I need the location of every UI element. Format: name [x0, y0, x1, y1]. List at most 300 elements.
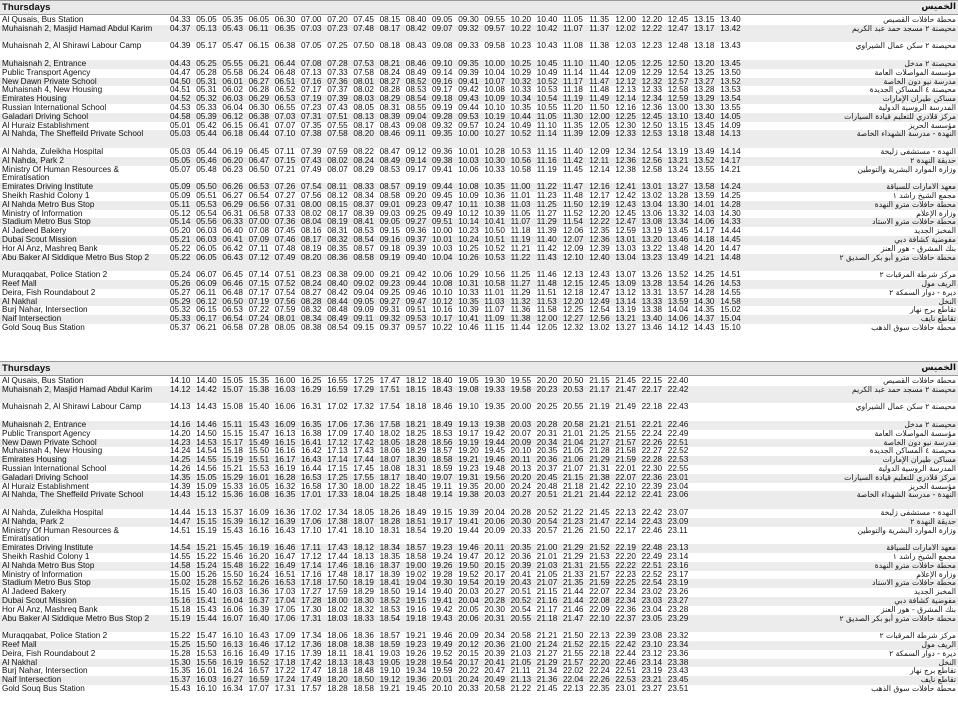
departure-time: 16.09 [274, 420, 296, 429]
departure-time: 06.03 [196, 226, 217, 236]
departure-time: 19.14 [432, 490, 453, 500]
departure-time: 15.22 [196, 552, 217, 561]
departure-time: 06.48 [274, 67, 296, 77]
departure-time: 12.10 [563, 252, 584, 262]
departure-time: 14.50 [196, 428, 217, 438]
stop-name: Naif Intersection [2, 314, 62, 324]
departure-time: 17.15 [274, 648, 296, 658]
departure-time: 21.00 [536, 543, 558, 553]
departure-time: 13.19 [667, 147, 689, 156]
departure-time: 17.03 [274, 587, 296, 597]
departure-time: 11.44 [589, 67, 610, 77]
departure-time: 16.00 [274, 376, 296, 385]
departure-time: 14.21 [720, 164, 741, 174]
departure-time: 18.21 [405, 420, 427, 429]
departure-time: 19.36 [405, 675, 427, 685]
table-row [0, 166, 958, 184]
stop-name-arabic: مدرسة نيو دون الخاصة [883, 76, 956, 86]
departure-time: 20.06 [484, 516, 505, 526]
departure-time: 05.22 [170, 243, 191, 253]
departure-time: 18.30 [405, 455, 427, 465]
departure-time: 10.07 [484, 76, 505, 86]
departure-time: 07.43 [327, 103, 348, 112]
departure-time: 19.28 [405, 657, 427, 667]
departure-time: 21.28 [589, 446, 610, 456]
departure-time: 12.45 [641, 111, 663, 121]
departure-time: 18.51 [405, 516, 427, 526]
departure-time: 21.55 [589, 560, 610, 570]
departure-time: 09.57 [458, 120, 479, 130]
stop-name-arabic: بنك المشرق - هور العنز [880, 243, 956, 253]
departure-time: 08.57 [379, 182, 401, 192]
departure-time: 08.03 [353, 94, 374, 104]
departure-time: 16.43 [274, 525, 296, 535]
departure-time: 21.17 [536, 604, 558, 614]
departure-time: 12.05 [536, 323, 558, 332]
table-row [0, 491, 958, 509]
departure-time: 12.36 [641, 103, 663, 112]
departure-time: 06.05 [196, 243, 217, 253]
departure-time: 12.05 [615, 59, 636, 68]
departure-time: 16.03 [222, 587, 243, 597]
departure-time: 10.58 [510, 164, 532, 174]
departure-time: 08.31 [379, 103, 401, 112]
departure-time: 22.17 [615, 525, 636, 535]
departure-time: 07.54 [274, 287, 296, 297]
departure-time: 19.10 [379, 666, 401, 676]
stop-name: Russian International School [2, 103, 107, 112]
departure-time: 21.15 [589, 376, 610, 385]
departure-time: 11.14 [563, 67, 583, 77]
departure-time: 08.40 [327, 279, 348, 288]
departure-time: 10.24 [458, 235, 479, 244]
departure-time: 13.28 [694, 85, 715, 95]
departure-time: 05.27 [170, 287, 191, 297]
departure-time: 09.38 [432, 155, 453, 165]
departure-time: 17.42 [301, 657, 322, 667]
departure-time: 18.40 [405, 472, 427, 482]
departure-time: 16.16 [274, 446, 296, 456]
departure-time: 10.53 [484, 252, 505, 262]
departure-time: 14.43 [196, 402, 217, 412]
departure-time: 08.39 [379, 111, 401, 121]
departure-time: 14.42 [196, 384, 217, 394]
departure-time: 10.14 [458, 217, 479, 227]
departure-time: 17.44 [327, 552, 348, 561]
departure-time: 15.21 [196, 543, 217, 553]
stop-name: Abu Baker Al Siddique Metro Bus Stop 2 [2, 252, 150, 262]
departure-time: 22.52 [667, 446, 689, 456]
table-row [0, 597, 958, 606]
departure-time: 16.24 [222, 666, 243, 676]
departure-time: 06.56 [248, 199, 270, 209]
departure-time: 06.17 [196, 314, 217, 324]
stop-name: Muhaisnah 2, Masjid Hamad Abdul Karim [2, 23, 153, 33]
departure-time: 07.48 [274, 243, 296, 253]
departure-time: 17.32 [353, 402, 374, 412]
departure-time: 16.36 [274, 508, 296, 517]
departure-time: 06.29 [222, 199, 243, 209]
departure-time: 13.24 [667, 164, 689, 174]
departure-time: 21.26 [563, 525, 584, 535]
departure-time: 15.19 [196, 525, 217, 535]
departure-time: 08.57 [353, 243, 374, 253]
table-row [0, 650, 958, 659]
departure-time: 06.03 [222, 94, 243, 104]
stop-name-arabic: وزارة الإعلام [916, 569, 956, 579]
departure-time: 07.12 [248, 252, 270, 262]
departure-time: 19.39 [458, 508, 479, 517]
departure-time: 08.24 [301, 279, 322, 288]
departure-time: 08.15 [379, 15, 401, 24]
departure-time: 12.53 [641, 129, 663, 139]
departure-time: 12.20 [641, 15, 663, 24]
departure-time: 19.54 [432, 657, 453, 667]
departure-time: 13.21 [615, 314, 636, 324]
departure-time: 15.50 [196, 640, 217, 649]
departure-time: 05.37 [170, 323, 191, 332]
departure-time: 15.29 [222, 472, 243, 482]
departure-time: 21.18 [563, 481, 584, 491]
stop-name: Deira, Fish Roundabout 2 [2, 287, 96, 297]
stop-name: Dubai Scout Mission [2, 235, 77, 244]
departure-time: 12.43 [615, 199, 636, 209]
departure-time: 22.46 [667, 420, 689, 429]
departure-time: 09.04 [353, 287, 374, 297]
departure-time: 11.39 [563, 129, 583, 139]
departure-time: 12.22 [641, 23, 663, 33]
departure-time: 13.43 [720, 41, 741, 51]
departure-time: 05.21 [170, 235, 191, 244]
stop-name-arabic: محيصنة ٤ المساكن الجديدة [869, 85, 956, 95]
departure-time: 22.26 [589, 675, 610, 685]
departure-time: 05.11 [170, 199, 190, 209]
departure-time: 21.38 [589, 472, 610, 482]
departure-time: 13.59 [667, 296, 689, 306]
departure-time: 13.50 [720, 67, 741, 77]
departure-time: 08.13 [353, 111, 374, 121]
departure-time: 17.24 [274, 675, 296, 685]
departure-time: 10.49 [536, 67, 558, 77]
departure-time: 11.15 [536, 147, 557, 156]
departure-time: 09.39 [458, 67, 479, 77]
departure-time: 12.02 [615, 23, 636, 33]
departure-time: 06.31 [222, 208, 243, 218]
departure-time: 09.17 [405, 164, 427, 174]
departure-time: 07.23 [301, 103, 322, 112]
departure-time: 20.33 [458, 684, 479, 693]
departure-time: 15.22 [170, 631, 191, 641]
departure-time: 06.38 [248, 111, 270, 121]
departure-time: 16.09 [248, 508, 270, 517]
departure-time: 22.25 [615, 578, 636, 588]
departure-time: 13.55 [720, 103, 741, 112]
departure-time: 15.15 [196, 516, 217, 526]
departure-time: 22.51 [667, 437, 689, 447]
departure-time: 09.25 [379, 287, 401, 297]
departure-time: 18.22 [379, 481, 401, 491]
departure-time: 13.59 [694, 191, 715, 200]
table-row [0, 465, 958, 474]
departure-time: 12.14 [615, 94, 636, 104]
departure-time: 04.39 [170, 41, 191, 51]
departure-time: 09.15 [379, 226, 401, 236]
departure-time: 12.09 [589, 129, 610, 139]
departure-time: 15.49 [248, 437, 270, 447]
departure-time: 10.33 [484, 164, 505, 174]
departure-time: 08.11 [327, 182, 348, 192]
departure-time: 21.50 [563, 631, 584, 641]
departure-time: 20.04 [458, 596, 479, 605]
departure-time: 10.00 [458, 129, 479, 139]
departure-time: 20.36 [484, 640, 505, 649]
departure-time: 16.01 [196, 666, 217, 676]
departure-time: 17.09 [274, 631, 296, 641]
stop-name-arabic: ديرة - دوار السمكة ٢ [889, 287, 956, 297]
departure-time: 08.05 [274, 323, 296, 332]
departure-time: 12.50 [641, 120, 663, 130]
departure-time: 10.53 [510, 147, 532, 156]
stop-name-arabic: المخبز الجديد [913, 226, 956, 236]
departure-time: 20.12 [458, 640, 479, 649]
departure-time: 15.21 [222, 464, 243, 473]
departure-time: 21.53 [589, 552, 610, 561]
departure-time: 19.42 [484, 428, 505, 438]
departure-time: 20.58 [484, 684, 505, 693]
departure-time: 07.25 [327, 41, 348, 51]
departure-time: 07.51 [327, 111, 348, 121]
departure-time: 18.18 [405, 402, 427, 412]
departure-time: 12.20 [589, 208, 610, 218]
departure-time: 15.13 [196, 508, 217, 517]
departure-time: 10.35 [458, 296, 479, 306]
stop-name: Al Nahda, Zuleikha Hospital [2, 508, 104, 517]
stop-name: Al Jadeed Bakery [2, 226, 67, 236]
departure-time: 12.29 [641, 67, 663, 77]
departure-time: 09.15 [353, 323, 374, 332]
departure-time: 09.14 [405, 155, 427, 165]
stop-name: Al Huraiz Establishment [2, 481, 89, 491]
departure-time: 07.17 [301, 85, 322, 95]
table-row [0, 527, 958, 545]
departure-time: 13.07 [615, 270, 636, 280]
departure-time: 08.17 [379, 23, 401, 33]
departure-time: 22.26 [641, 437, 663, 447]
departure-time: 18.30 [353, 596, 374, 605]
departure-time: 10.25 [510, 59, 532, 68]
departure-time: 04.52 [170, 94, 191, 104]
departure-time: 17.59 [327, 587, 348, 597]
departure-time: 21.25 [589, 428, 610, 438]
departure-time: 07.59 [327, 147, 348, 156]
departure-time: 22.07 [615, 472, 636, 482]
departure-time: 22.18 [641, 402, 663, 412]
departure-time: 06.54 [248, 191, 270, 200]
departure-time: 19.03 [379, 648, 401, 658]
departure-time: 19.21 [405, 631, 427, 641]
departure-time: 11.32 [510, 296, 531, 306]
stop-name-arabic: محيصنة ٢ مسجد حمد عبد الكريم [852, 23, 956, 33]
departure-time: 08.53 [353, 226, 374, 236]
departure-time: 09.17 [432, 85, 453, 95]
departure-time: 12.09 [615, 67, 636, 77]
departure-time: 10.35 [510, 103, 532, 112]
departure-time: 13.20 [641, 235, 663, 244]
departure-time: 18.06 [327, 631, 348, 641]
departure-time: 15.28 [170, 648, 191, 658]
departure-time: 19.21 [458, 455, 479, 465]
departure-time: 19.44 [458, 525, 479, 535]
stop-name-arabic: محيصنة ٢ مسجد حمد عبد الكريم [852, 384, 956, 394]
departure-time: 11.30 [563, 111, 583, 121]
departure-time: 20.27 [510, 490, 532, 500]
departure-time: 18.48 [353, 666, 374, 676]
stop-name: Ministry of Information [2, 569, 83, 579]
departure-time: 21.13 [510, 675, 532, 685]
departure-time: 22.37 [615, 613, 636, 623]
stop-name: Public Transport Agency [2, 428, 91, 438]
departure-time: 12.05 [589, 120, 610, 130]
section-title-arabic: الخميس [921, 2, 956, 12]
departure-time: 21.07 [563, 464, 584, 473]
departure-time: 08.48 [327, 305, 348, 315]
departure-time: 21.04 [563, 437, 584, 447]
departure-time: 14.05 [720, 111, 741, 121]
departure-time: 10.49 [510, 120, 532, 130]
departure-time: 22.08 [589, 596, 610, 605]
departure-time: 19.33 [484, 384, 505, 394]
departure-time: 11.09 [484, 314, 505, 324]
departure-time: 11.40 [536, 235, 557, 244]
departure-time: 08.35 [327, 243, 348, 253]
stop-name-arabic: النهدة - مدرسة الشهداء الخاصة [856, 129, 956, 139]
departure-time: 08.47 [379, 147, 401, 156]
departure-time: 16.16 [222, 648, 243, 658]
stop-name: Russian International School [2, 464, 107, 473]
stop-name: Gold Souq Bus Station [2, 323, 85, 332]
departure-time: 07.28 [248, 323, 270, 332]
departure-time: 12.47 [589, 287, 610, 297]
departure-time: 12.45 [667, 15, 689, 24]
table-row [0, 25, 958, 43]
departure-time: 11.08 [563, 41, 583, 51]
table-row [0, 676, 958, 685]
departure-time: 12.50 [667, 59, 689, 68]
departure-time: 08.20 [353, 129, 374, 139]
departure-time: 16.39 [248, 604, 270, 614]
departure-time: 20.10 [510, 446, 532, 456]
departure-time: 08.53 [405, 85, 427, 95]
departure-time: 17.06 [301, 516, 322, 526]
departure-time: 08.46 [379, 129, 401, 139]
departure-time: 22.15 [641, 376, 663, 385]
departure-time: 11.42 [536, 243, 557, 253]
departure-time: 09.55 [484, 15, 505, 24]
departure-time: 20.37 [536, 464, 558, 473]
stop-name-arabic: مؤسسة الحريز [908, 481, 956, 491]
departure-time: 22.52 [641, 569, 663, 579]
table-row [0, 42, 958, 60]
departure-time: 07.51 [274, 270, 296, 280]
departure-time: 06.27 [248, 76, 270, 86]
departure-time: 08.55 [405, 103, 427, 112]
departure-time: 17.55 [353, 472, 374, 482]
departure-time: 06.24 [248, 67, 270, 77]
departure-time: 19.15 [405, 596, 427, 605]
departure-time: 22.39 [641, 481, 663, 491]
departure-time: 17.49 [301, 675, 322, 685]
departure-time: 10.39 [484, 208, 505, 218]
departure-time: 05.26 [170, 279, 191, 288]
departure-time: 20.35 [510, 543, 532, 553]
departure-time: 07.54 [301, 182, 322, 192]
departure-time: 09.36 [405, 226, 427, 236]
departure-time: 21.52 [589, 543, 610, 553]
departure-time: 06.27 [222, 191, 243, 200]
stop-name: Al Nakhal [2, 657, 38, 667]
departure-time: 17.34 [301, 631, 322, 641]
departure-time: 17.47 [379, 376, 401, 385]
departure-time: 07.59 [274, 305, 296, 315]
departure-time: 19.46 [432, 631, 453, 641]
departure-time: 18.08 [379, 464, 401, 473]
table-row [0, 192, 958, 201]
departure-time: 11.01 [510, 191, 531, 200]
departure-time: 08.01 [353, 76, 374, 86]
departure-time: 23.51 [667, 684, 689, 693]
departure-time: 17.48 [327, 569, 348, 579]
departure-time: 12.32 [641, 76, 663, 86]
departure-time: 14.20 [694, 243, 715, 253]
departure-time: 10.03 [458, 155, 479, 165]
departure-time: 21.03 [510, 648, 532, 658]
departure-time: 16.52 [248, 657, 270, 667]
departure-time: 13.52 [667, 270, 689, 280]
departure-time: 22.12 [615, 490, 636, 500]
departure-time: 12.32 [563, 323, 584, 332]
departure-time: 21.21 [536, 631, 558, 641]
departure-time: 18.10 [353, 525, 374, 535]
departure-time: 08.46 [405, 59, 427, 68]
departure-time: 08.42 [405, 23, 427, 33]
departure-time: 05.53 [196, 199, 217, 209]
departure-time: 21.06 [563, 455, 584, 465]
departure-time: 21.44 [563, 596, 584, 605]
departure-time: 06.15 [222, 120, 243, 130]
departure-time: 15.00 [170, 569, 191, 579]
departure-time: 20.33 [510, 525, 532, 535]
departure-time: 08.04 [301, 217, 322, 227]
departure-time: 07.13 [301, 67, 322, 77]
departure-time: 07.07 [274, 120, 296, 130]
departure-time: 11.22 [536, 182, 557, 192]
departure-time: 13.09 [615, 279, 636, 288]
departure-time: 15.25 [170, 640, 191, 649]
departure-time: 06.53 [274, 94, 296, 104]
departure-time: 06.33 [222, 217, 243, 227]
departure-time: 12.25 [563, 305, 584, 315]
departure-time: 13.02 [589, 323, 610, 332]
departure-time: 14.53 [720, 279, 741, 288]
stop-name: Burj Nahar, Intersection [2, 666, 88, 676]
departure-time: 19.05 [458, 376, 479, 385]
departure-time: 20.39 [484, 648, 505, 658]
departure-time: 12.43 [589, 270, 610, 280]
table-row [0, 113, 958, 122]
stop-name: Public Transport Agency [2, 67, 91, 77]
departure-time: 08.38 [327, 270, 348, 280]
departure-time: 08.52 [405, 76, 427, 86]
